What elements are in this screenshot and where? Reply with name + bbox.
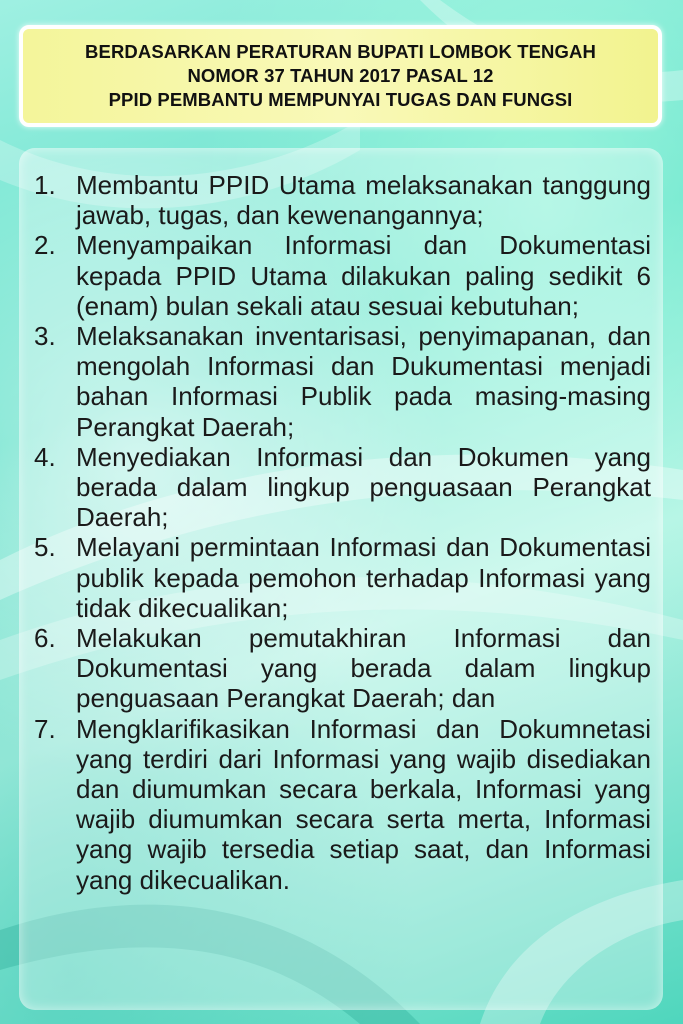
- list-item: [28, 623, 651, 714]
- item-number: 2.: [34, 230, 56, 261]
- list-item: [28, 321, 651, 442]
- title-banner: [19, 25, 662, 127]
- title-line-2: NOMOR 37 TAHUN 2017 PASAL 12: [187, 65, 494, 86]
- list-item: [28, 532, 651, 623]
- item-text: Melakukan pemutakhiran Informasi dan Dokumentasi yang berada dalam lingkup penguasaan Perangkat Daerah; dan: [76, 623, 651, 714]
- list-item: [28, 170, 651, 230]
- item-text: Menyediakan Informasi dan Dokumen yang berada dalam lingkup penguasaan Perangkat Daerah;: [76, 441, 651, 533]
- item-number: 3.: [34, 321, 56, 352]
- item-text: Melaksanakan inventarisasi, penyimapanan, dan mengolah Informasi dan Dukumentasi menjadi bahan Informasi Publik pada masing-masing Perangkat Daerah;: [76, 321, 651, 442]
- duties-list: [28, 170, 651, 895]
- title-line-3: PPID PEMBANTU MEMPUNYAI TUGAS DAN FUNGSI: [108, 89, 573, 110]
- item-text: Mengklarifikasikan Informasi dan Dokumnetasi yang terdiri dari Informasi yang wajib disediakan dan diumumkan secara berkala, Informasi yang wajib diumumkan secara serta merta, Informasi yang wajib tersedia setiap saat, dan Informasi yang dikecualikan.: [76, 713, 651, 895]
- item-text: Melayani permintaan Informasi dan Dokumentasi publik kepada pemohon terhadap Informasi yang tidak dikecualikan;: [76, 532, 651, 623]
- list-item: [28, 230, 651, 321]
- item-text: Membantu PPID Utama melaksanakan tanggung jawab, tugas, dan kewenangannya;: [76, 170, 651, 231]
- item-number: 6.: [34, 623, 56, 654]
- item-number: 1.: [34, 170, 56, 200]
- item-number: 5.: [34, 532, 56, 563]
- title-line-1: BERDASARKAN PERATURAN BUPATI LOMBOK TENGAH: [85, 41, 596, 62]
- list-item: [28, 714, 651, 895]
- item-number: 4.: [34, 441, 56, 472]
- item-number: 7.: [34, 713, 56, 744]
- list-item: [28, 442, 651, 533]
- item-text: Menyampaikan Informasi dan Dokumentasi kepada PPID Utama dilakukan paling sedikit 6 (enam) bulan sekali atau sesuai kebutuhan;: [76, 230, 651, 321]
